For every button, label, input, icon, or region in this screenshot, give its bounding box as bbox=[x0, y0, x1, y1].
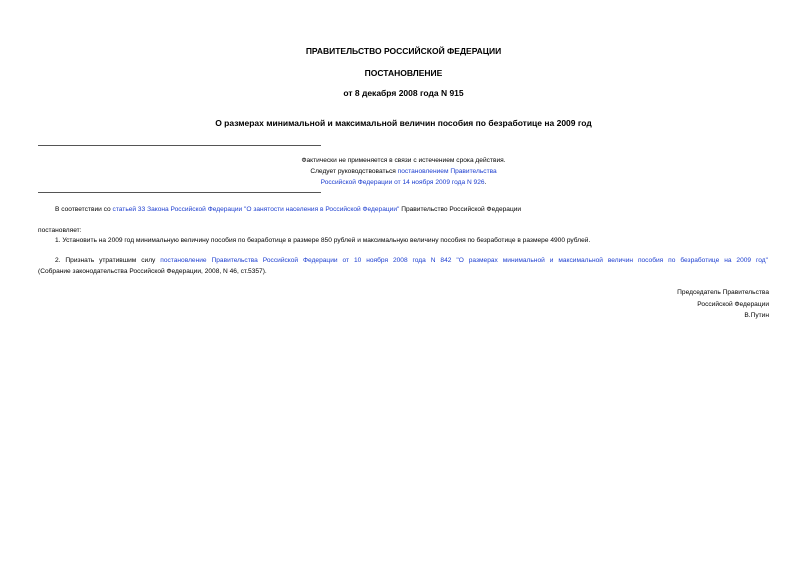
signature-block bbox=[677, 287, 769, 322]
replacement-decree-link[interactable]: постановлением Правительства bbox=[397, 168, 497, 175]
decrees-word: постановляет: bbox=[38, 227, 82, 234]
signature-position: Председатель Правительства bbox=[677, 289, 769, 296]
status-note-suffix: . bbox=[484, 179, 487, 186]
issuing-authority: ПРАВИТЕЛЬСТВО РОССИЙСКОЙ ФЕДЕРАЦИИ bbox=[305, 46, 502, 56]
preamble bbox=[55, 206, 521, 213]
clause-1: 1. Установить на 2009 год минимальную величину пособия по безработице в размере 850 рублей и максимальную величину пособия по безработице в размере 4900 рублей. bbox=[55, 237, 591, 244]
document-title: О размерах минимальной и максимальной величин пособия по безработице на 2009 год bbox=[215, 118, 592, 128]
preamble-suffix: Правительство Российской Федерации bbox=[399, 206, 522, 213]
status-note-line2 bbox=[0, 166, 807, 177]
clause-2-prefix: 2. Признать утратившим силу bbox=[55, 257, 161, 264]
law-article-link[interactable]: статьей 33 Закона Российской Федерации "О занятости населения в Российской Федерации" bbox=[112, 206, 400, 213]
signature-name: В.Путин bbox=[744, 312, 769, 319]
bottom-divider bbox=[38, 192, 321, 193]
clause-2-source: (Собрание законодательства Российской Федерации, 2008, N 46, ст.5357). bbox=[38, 268, 267, 275]
clause-2 bbox=[55, 257, 768, 264]
preamble-prefix: В соответствии со bbox=[55, 206, 113, 213]
document-type: ПОСТАНОВЛЕНИЕ bbox=[364, 68, 443, 78]
status-note-prefix: Следует руководствоваться bbox=[310, 168, 398, 175]
top-divider bbox=[38, 145, 321, 146]
signature-authority: Российской Федерации bbox=[697, 300, 769, 308]
status-note-line1: Фактически не применяется в связи с истечением срока действия. bbox=[301, 157, 506, 164]
status-note-line3 bbox=[0, 177, 807, 188]
replacement-decree-link-cont[interactable]: Российской Федерации от 14 ноября 2009 года N 926 bbox=[320, 179, 485, 186]
repealed-decree-link[interactable]: постановление Правительства Российской Федерации от 10 ноября 2008 года N 842 "О размерах минимальной и максимальной величин пособия по безработице на 2009 год" bbox=[160, 257, 768, 264]
document-date-number: от 8 декабря 2008 года N 915 bbox=[343, 88, 464, 98]
